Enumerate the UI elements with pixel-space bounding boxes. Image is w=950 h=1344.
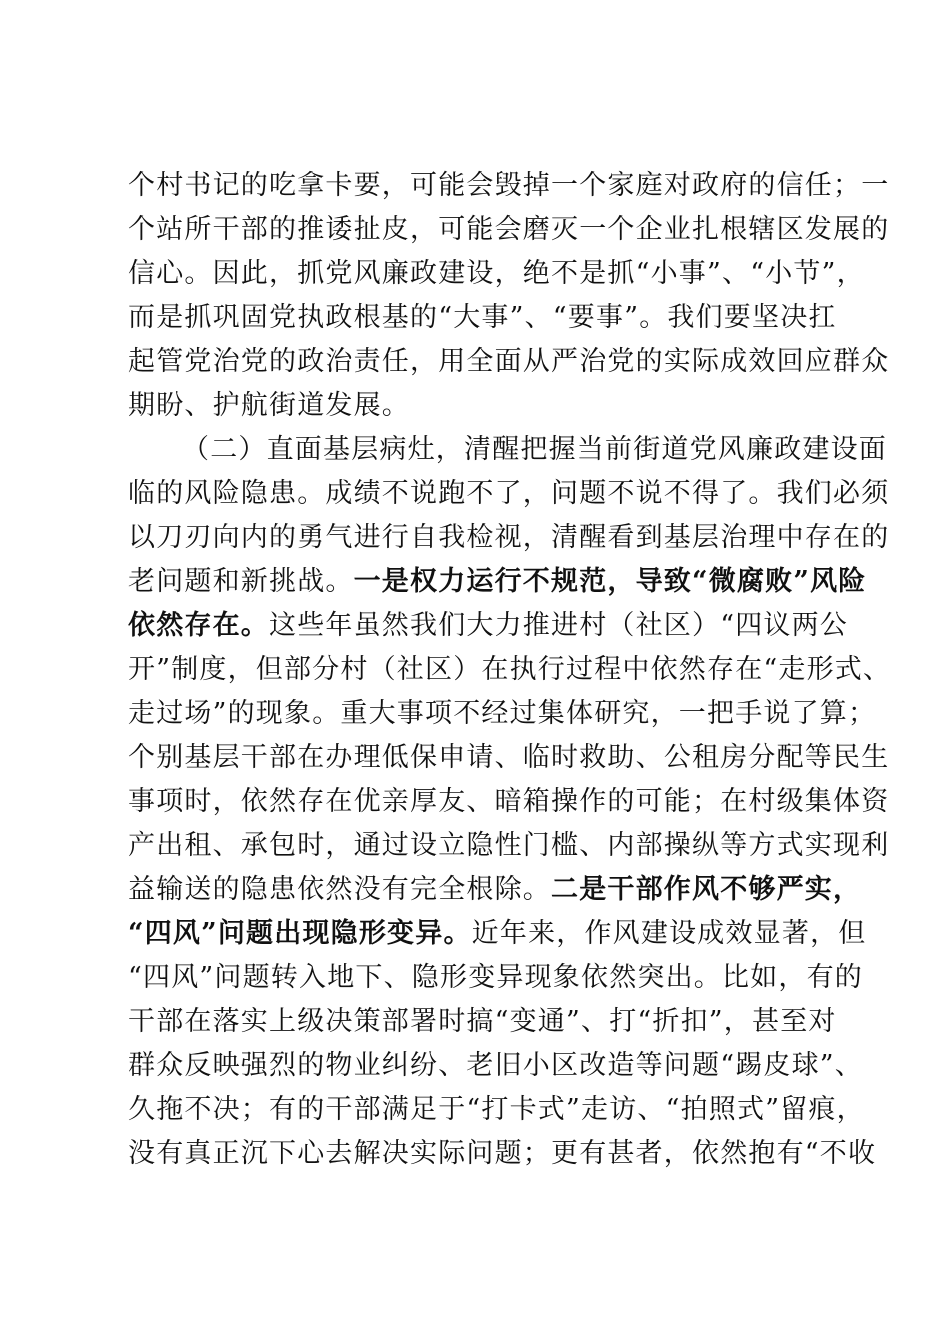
text-line: 群众反映强烈的物业纠纷、老旧小区改造等问题“踢皮球”、 xyxy=(128,1050,864,1081)
bold-point-two: 二是干部作风不够严实， xyxy=(551,874,862,905)
text-line: 没有真正沉下心去解决实际问题；更有甚者，依然抱有“不收 xyxy=(128,1138,877,1169)
text-line: 个村书记的吃拿卡要，可能会毁掉一个家庭对政府的信任；一 xyxy=(128,170,890,201)
plain-text: 益输送的隐患依然没有完全根除。 xyxy=(128,874,551,905)
text-line: 期盼、护航街道发展。 xyxy=(128,390,410,421)
text-line: 产出租、承包时，通过设立隐性门槛、内部操纵等方式实现利 xyxy=(128,830,890,861)
text-line: 干部在落实上级决策部署时搞“变通”、打“折扣”，甚至对 xyxy=(128,1006,837,1037)
text-line: 信心。因此，抓党风廉政建设，绝不是抓“小事”、“小节”， xyxy=(128,258,865,289)
plain-text: 这些年虽然我们大力推进村（社区）“四议两公 xyxy=(269,610,849,641)
bold-point-two-end: “四风”问题出现隐形变异。 xyxy=(128,918,472,949)
text-line: “四风”问题转入地下、隐形变异现象依然突出。比如，有的 xyxy=(128,962,864,993)
bold-point-one: 一是权力运行不规范，导致“微腐败”风险 xyxy=(353,566,867,597)
text-line: 开”制度，但部分村（社区）在执行过程中依然存在“走形式、 xyxy=(128,654,892,685)
text-line xyxy=(128,911,867,957)
text-line: 走过场”的现象。重大事项不经过集体研究，一把手说了算； xyxy=(128,698,877,729)
text-line: 以刀刃向内的勇气进行自我检视，清醒看到基层治理中存在的 xyxy=(128,522,890,553)
text-line: 而是抓巩固党执政根基的“大事”、“要事”。我们要坚决扛 xyxy=(128,302,837,333)
text-line: 临的风险隐患。成绩不说跑不了，问题不说不得了。我们必须 xyxy=(128,478,890,509)
text-line xyxy=(128,559,867,605)
plain-text: 近年来，作风建设成效显著，但 xyxy=(471,918,867,949)
text-line: 个别基层干部在办理低保申请、临时救助、公租房分配等民生 xyxy=(128,742,890,773)
text-line: 起管党治党的政治责任，用全面从严治党的实际成效回应群众 xyxy=(128,346,890,377)
bold-point-one-end: 依然存在。 xyxy=(128,610,269,641)
text-line xyxy=(128,867,862,913)
plain-text: 老问题和新挑战。 xyxy=(128,566,354,597)
text-line: 久拖不决；有的干部满足于“打卡式”走访、“拍照式”留痕， xyxy=(128,1094,865,1125)
section-heading-line: （二）直面基层病灶，清醒把握当前街道党风廉政建设面 xyxy=(182,434,887,465)
text-line: 个站所干部的推诿扯皮，可能会磨灭一个企业扎根辖区发展的 xyxy=(128,214,890,245)
text-line: 事项时，依然存在优亲厚友、暗箱操作的可能；在村级集体资 xyxy=(128,786,890,817)
text-line xyxy=(128,603,848,649)
